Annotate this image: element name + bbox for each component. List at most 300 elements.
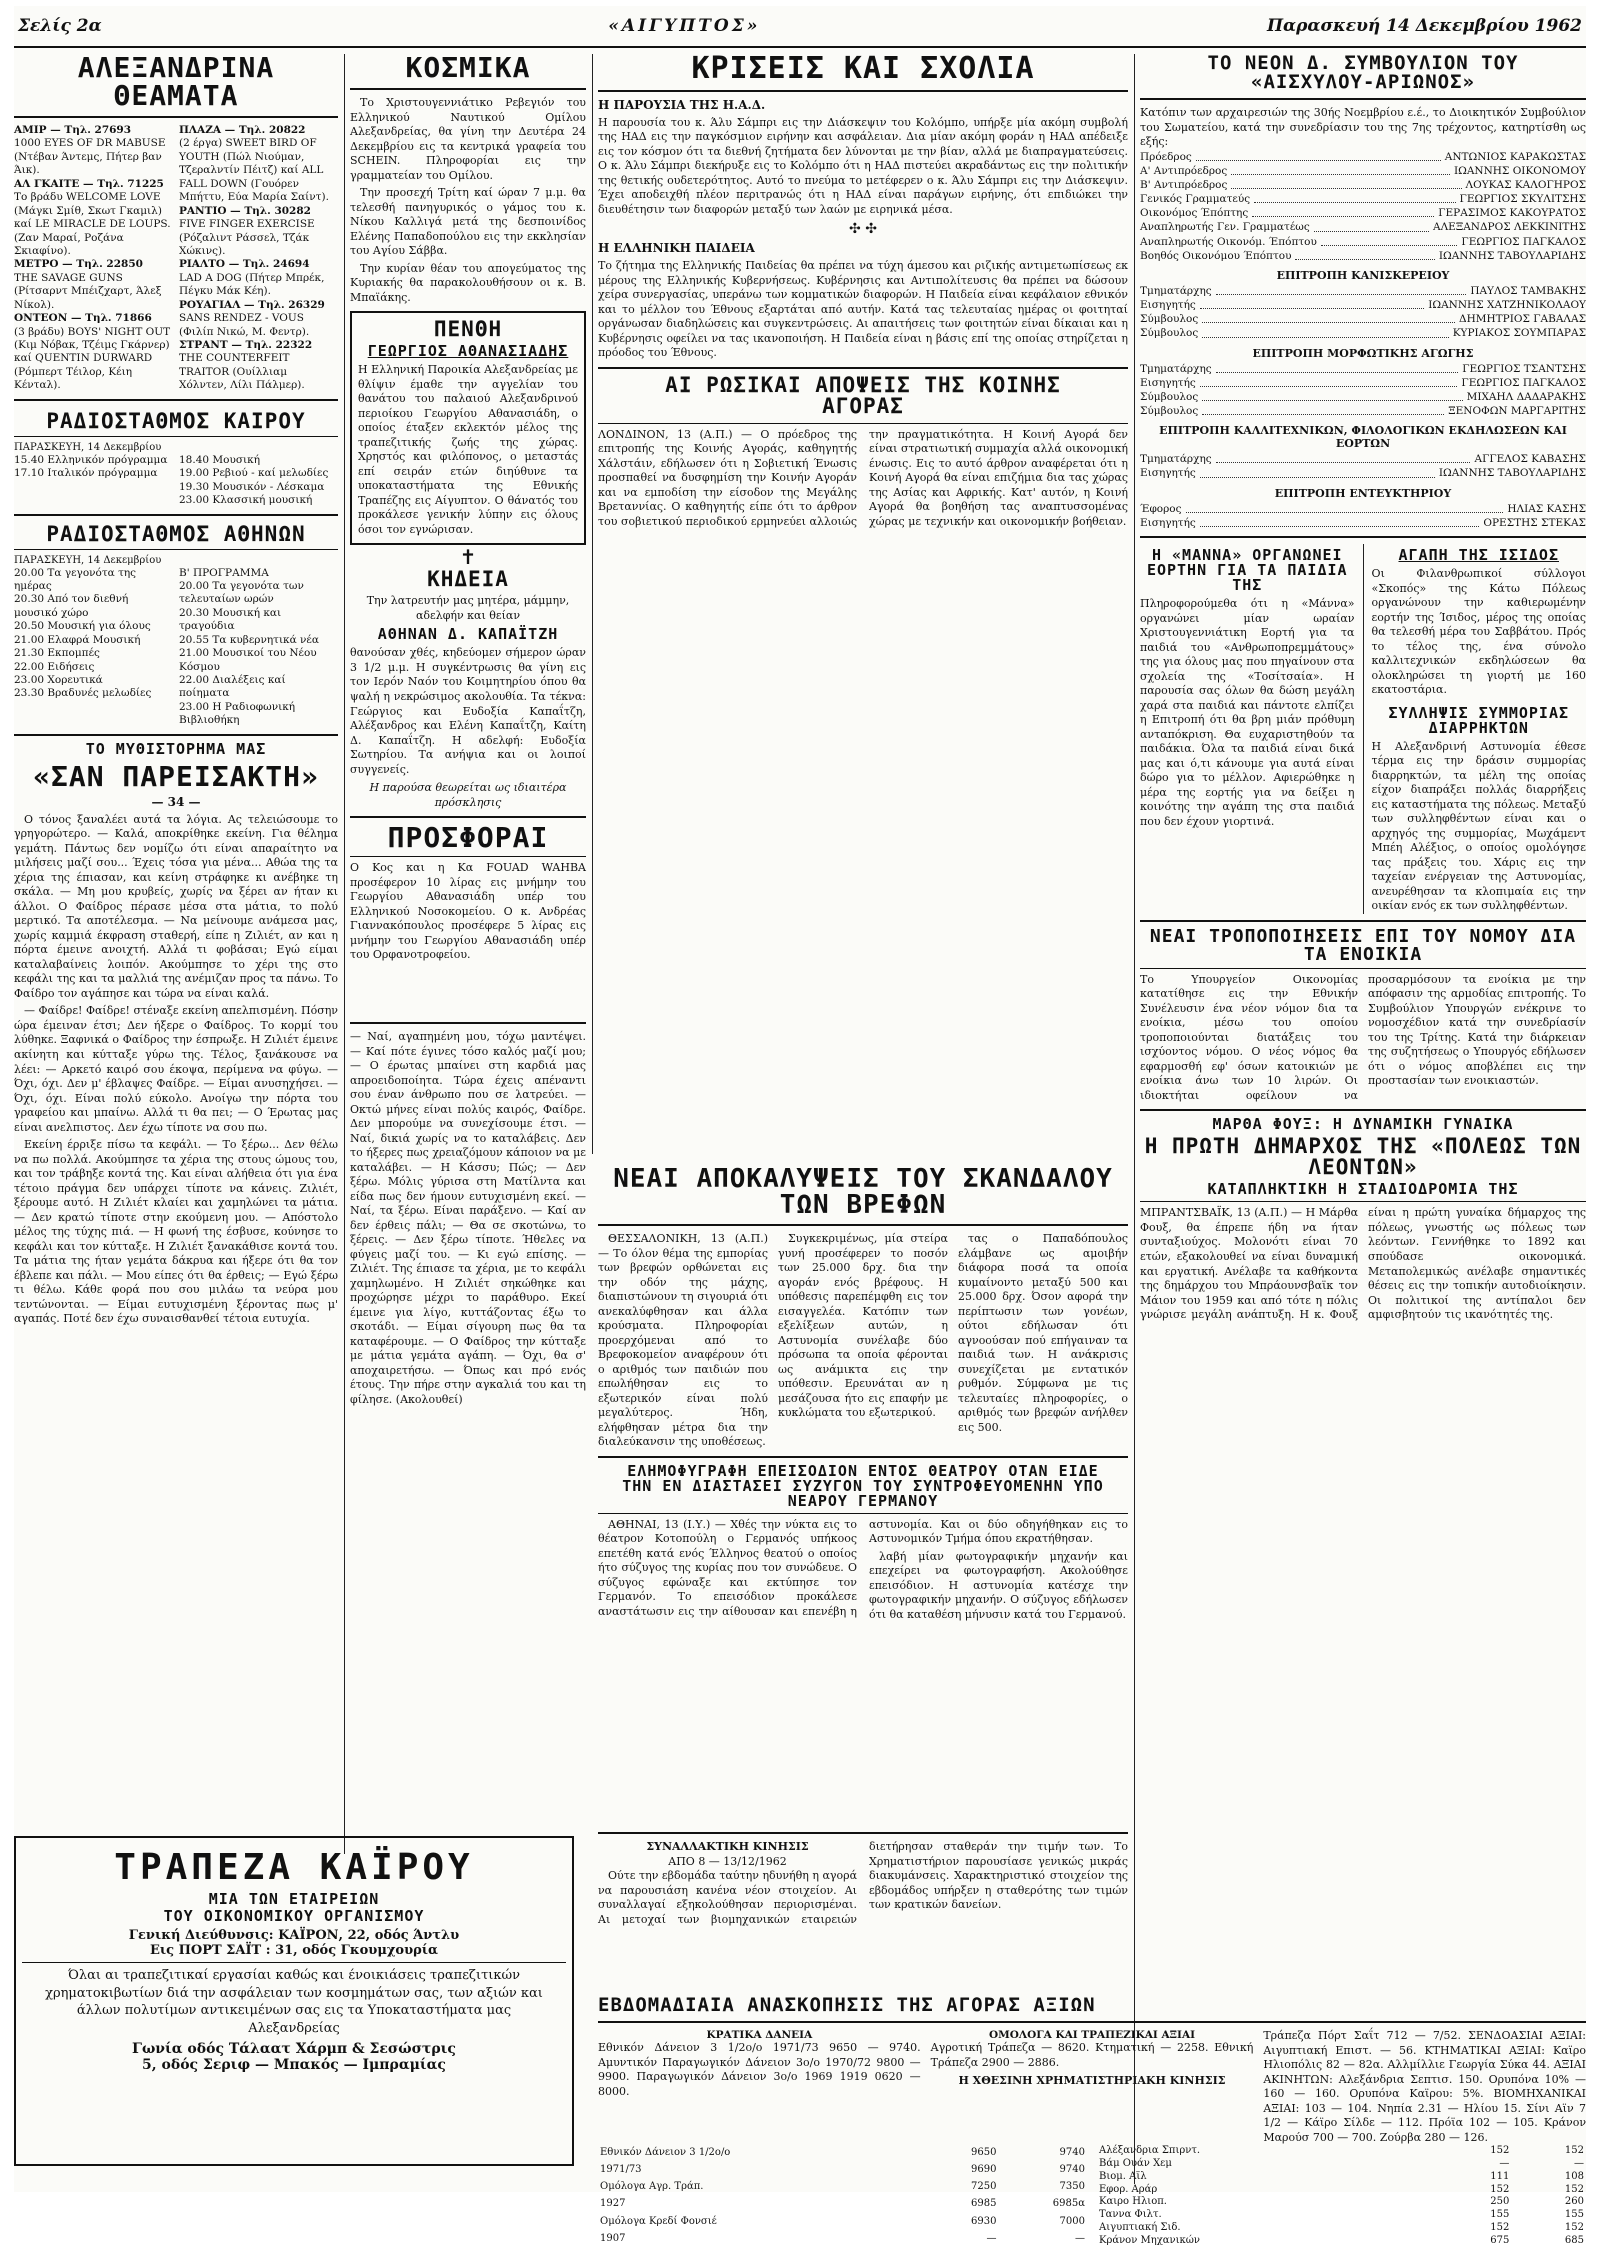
side-stories — [1372, 544, 1587, 914]
divider — [14, 436, 338, 437]
funeral-heading: ΚΗΔΕΙΑ — [427, 567, 509, 592]
cinema-entry: SANS RENDEZ - VOUS (Φιλίπ Νικώ, Μ. Φεντρ). — [179, 312, 310, 338]
rent-law-headline: ΝΕΑΙ ΤΡΟΠΟΠΟΙΗΣΕΙΣ ΕΠΙ ΤΟΥ ΝΟΜΟΥ ΔΙΑ ΤΑ ΕΝΟΙΚΙΑ — [1149, 925, 1577, 965]
arrest-headline: ΣΥΛΛΗΨΙΣ ΣΥΜΜΟΡΙΑΣ ΔΙΑΡΡΗΚΤΩΝ — [1388, 703, 1570, 737]
novel-text — [14, 813, 338, 1327]
right-market — [1263, 2029, 1586, 2145]
roster-role: Α' Αντιπρόεδρος — [1140, 164, 1228, 177]
schedule-item: 18.40 Μουσική — [179, 453, 260, 466]
stock-exchange-section — [598, 1994, 1587, 2246]
offers-heading: ΠΡΟΣΦΟΡΑΙ — [387, 821, 549, 855]
quote-cell: Αιγυπτιακή Σιδ. — [1099, 2221, 1181, 2233]
quote-cell: 152 — [1490, 2183, 1510, 2195]
quote-cell: 7250 — [971, 2181, 997, 2193]
quote-row — [1097, 2209, 1586, 2222]
social-news — [350, 96, 586, 305]
separator-icon: ✣ ✣ — [849, 221, 877, 238]
cinema-entry: ΜΕΤΡΟ — Τηλ. 22850 — [14, 258, 143, 271]
quotes-table-bonds — [598, 2145, 1087, 2247]
schedule-item: 20.00 Τα γεγονότα των τελευταίων ωρών — [179, 579, 304, 606]
quote-cell: Ταννα Φιλτ. — [1099, 2209, 1162, 2221]
quote-cell: Καιρο Ηλιοπ. — [1099, 2196, 1167, 2208]
quote-cell: Εφορ. Αράρ — [1099, 2183, 1158, 2195]
quote-row — [598, 2213, 1087, 2230]
council-members — [1140, 150, 1586, 263]
radio-cairo-date: ΠΑΡΑΣΚΕΥΗ, 14 Δεκεμβρίου — [14, 441, 162, 453]
funeral-note: Η παρούσα θεωρείται ως ιδιαιτέρα πρόσκλησις — [369, 781, 567, 809]
roster-name: ΛΟΥΚΑΣ ΚΑΛΟΓΗΡΟΣ — [1465, 178, 1586, 191]
roster-name: ΗΛΙΑΣ ΚΑΣΗΣ — [1507, 502, 1586, 515]
roster-role: Γενικός Γραμματεύς — [1140, 193, 1251, 206]
roster-row — [1140, 466, 1586, 480]
roster-row — [1140, 404, 1586, 418]
newspaper-name: «ΑΙΓΥΠΤΟΣ» — [608, 16, 761, 36]
bonds-banks-title: ΟΜΟΛΟΓΑ ΚΑΙ ΤΡΑΠΕΖΙΚΑΙ ΑΞΙΑΙ — [989, 2029, 1196, 2041]
roster-name: ΙΩΑΝΝΗΣ ΤΑΒΟΥΛΑΡΙΔΗΣ — [1438, 467, 1586, 480]
market-subheading: ΣΥΝΑΛΛΑΚΤΙΚΗ ΚΙΝΗΣΙΣ — [646, 1840, 809, 1853]
theatre-paragraph: ΑΘΗΝΑΙ, 13 (Ι.Υ.) — Χθές την νύκτα εις το θέατρον Κοτοπούλη ο Γερμανός υπήκοος επετέθη κατά ενός Έλληνος θεατού ο οποίος ήτο σύζυγος της κυρίας που τον συνώδευε. Ο σύζυγος εφώναξε και εκτύπησε τον Γερμανόν. Το επεισόδιον προκάλεσε αναστάτωσιν εις την αίθουσαν και επενέβη η αστυνομία. Και οι δύο οδηγήθηκαν εις το Αστυνομικόν Τμήμα όπου εκρατήθησαν. — [598, 1517, 1128, 1618]
quote-cell: 111 — [1490, 2170, 1510, 2182]
dot-leader — [1202, 390, 1462, 401]
editorial-heading: Η ΕΛΛΗΝΙΚΗ ΠΑΙΔΕΙΑ — [598, 241, 755, 256]
quote-row — [598, 2196, 1087, 2213]
quote-row — [1097, 2184, 1586, 2197]
roster-role: Βοηθός Οικονόμου Έπόπτου — [1140, 249, 1292, 262]
cinema-column-left — [14, 124, 173, 393]
funeral-intro: Την λατρευτήν μας μητέρα, μάμμην, αδελφήν και θείαν — [366, 594, 570, 622]
editorial-heading: Η ΠΑΡΟΥΣΙΑ ΤΗΣ Η.Α.Δ. — [598, 98, 766, 112]
quote-row — [598, 2230, 1087, 2247]
social-paragraph: Την προσεχή Τρίτη καί ώραν 7 μ.μ. θα τελεσθή πανηγυρικός ο γάμος του κ. Νίκου Καλλιγά μετά της δεσποινίδος Ελένης Παπαδοπούλου εις την εκκλησίαν του Αγίου Σάββα. — [350, 186, 586, 258]
cinema-entry: FIVE FINGER EXERCISE (Ρόζαλιντ Ράσσελ, Τζάκ Χώκινς). — [179, 218, 315, 257]
roster-name: ΓΕΩΡΓΙΟΣ ΠΑΓΚΑΛΟΣ — [1461, 235, 1586, 248]
radio-athens-right — [179, 567, 338, 728]
roster-role: Β' Αντιπρόεδρος — [1140, 178, 1228, 191]
roster-role: Πρόεδρος — [1140, 150, 1192, 163]
cinema-entry: (3 βράδυ) BOYS' NIGHT OUT (Κιμ Νόβακ, Τζέιμς Γκάρνερ) καί QUENTIN DURWARD (Ρόμπερτ Τέιλορ, Κέιη Κένταλ). — [14, 325, 171, 392]
dot-leader — [1200, 376, 1458, 387]
quote-row — [598, 2179, 1087, 2196]
quote-cell: Ομόλογα Κρεδί Φονσιέ — [600, 2215, 717, 2227]
radio-cairo-schedule — [14, 454, 338, 508]
quote-cell: 1907 — [600, 2232, 626, 2244]
roster-row — [1140, 284, 1586, 298]
novel-continuation — [350, 1016, 586, 1816]
column-entertainment — [14, 51, 338, 1864]
divider — [350, 856, 586, 857]
quote-cell: 1927 — [600, 2198, 626, 2210]
novel-kicker: ΤΟ ΜΥΘΙΣΤΟΡΗΜΑ ΜΑΣ — [85, 739, 267, 758]
market-tables — [598, 2029, 1586, 2145]
dot-leader — [1196, 150, 1441, 161]
arrest-text: Η Αλεξανδρινή Αστυνομία έθεσε τέρμα εις την δράσιν συμμορίας διαρρηκτών, τα μέλη της οποίας είχον διαπράξει πολλάς διαρρήξεις εις καταστήματα της πόλεως. Μεταξύ των συλληφθέντων είναι και ο αρχηγός της συμμορίας, Μωχάμεντ Μπέη Αλέξιος, ο οποίος ομολόγησε τας πράξεις του. Χάρις εις την ταχείαν ενέργειαν της Αστυνομίας, ανευρέθησαν τα κλοπιμαία εις την οικίαν ενός εκ των συλληφθέντων. — [1371, 739, 1586, 913]
committees — [1140, 269, 1586, 530]
novel-paragraph: Εκείνη έρριξε πίσω τα κεφάλι. — Το ξέρω... Δεν θέλω να πω πολλά. Ακούμπησε τα χέρια της στους ώμους του, και τον τράβηξε κοντά της. Και είναι αλήθεια ότι για ένα τέτοιο πράγμα δεν υπάρχει τίποτε να κάνεις. Ζιλιέτ, ξέρουμε αυτό. Η Ζιλιέτ κλαίει και χαμηλώνει τα μάτια. — Δεν κρατώ τίποτε στην εκούμενη μου. — Απόστολο μέλος της τύχης πιά. — Η φωνή της έσβυσε, κούνησε το κεφάλι και τον κύτταξε. Η Ζιλιέτ ξανακάθισε κοντά του. Τα μάτια της ήταν γεμάτα δάκρυα και ήξερε ότι θα τον έβλεπε και πάλι. — Μου είπες ότι θα έρθεις; — Εγώ ξέρω τι θέλω. Κάθε φορά που σου μιλάω τα νεύρα μου τεντώνονται. — Είμαι ευτυχισμένη ξέροντας πως μ' αγαπάς. Ποτέ δεν έχω συναισθανθεί τέτοια ευτυχία. — [14, 1138, 338, 1326]
schedule-item: 22.00 Διαλέξεις καί ποίηματα — [179, 674, 286, 700]
schedule-item: 20.50 Μουσική για όλους — [14, 620, 151, 633]
roster-name: ΜΙΧΑΗΛ ΔΑΔΑΡΑΚΗΣ — [1466, 390, 1586, 403]
obituary-text: Η Ελληνική Παροικία Αλεξανδρείας με θλίψιν έμαθε την αγγελίαν του θανάτου του παλαιού Αλεξανδρινού περιοίκου Γεωργίου Αθανασιάδη, ο οποίος έταξεν εκλεκτόν μέλος της τραπεζιτικής ζωής της χώρας. Χρηστός και φιλόπονος, ο μεταστάς επί σειράν ετών διηύθυνε τα υποκαταστήματα της Εθνικής Τραπέζης εις Αίγυπτον. Ο θάνατός του προκάλεσε γενικήν λύπην εις όλους όσοι τον εγνώρισαν. — [358, 363, 578, 536]
roster-name: ΓΕΩΡΓΙΟΣ ΣΚΥΛΙΤΣΗΣ — [1459, 193, 1586, 206]
section-title-theatres: ΑΛΕΞΑΝΔΡΙΝΑ ΘΕΑΜΑΤΑ — [77, 51, 275, 112]
quote-row — [1097, 2171, 1586, 2184]
roster-role: Τμηματάρχης — [1140, 453, 1212, 466]
divider — [598, 1513, 1128, 1514]
dot-leader — [1186, 502, 1504, 513]
schedule-item: 21.00 Ελαφρά Μουσική — [14, 633, 141, 646]
yesterday-title: Η ΧΘΕΣΙΝΗ ΧΡΗΜΑΤΙΣΤΗΡΙΑΚΗ ΚΙΝΗΣΙΣ — [958, 2074, 1226, 2088]
cinema-entry: ΡΟΥΑΓΙΑΛ — Τηλ. 26329 — [179, 298, 325, 311]
editorial-text: Το ζήτημα της Ελληνικής Παιδείας θα πρέπει να τύχη άμεσου και ριζικής αντιμετωπίσεως εκ μέρους της Ελληνικής Κυβερνήσεως. Κυβέρνησις και Αντιπολίτευσις θα πρέπει να δώσουν χείρα συνεργασίας, υπεράνω των κομματικών διαφορών. Η Παιδεία είναι κεφάλαιον εθνικόν και το μέλλον του Έθνους εξαρτάται από αυτήν. Κατά τας τελευταίας ημέρας οι φοιτηταί οργάνωσαν διαδηλώσεις και συγκεντρώσεις. Αι απαιτήσεις των φοιτητών είναι δίκαιαι και η Κυβέρνησις οφείλει να τας ικανοποιήση. Η Παιδεία είναι η βάσις επί της οποίας στηρίζεται η πρόοδος του Έθνους. — [598, 259, 1128, 360]
quote-cell: Αλέξανδρια Σπιρντ. — [1099, 2145, 1201, 2157]
schedule-item: 20.30 Μουσική και τραγούδια — [179, 606, 282, 633]
quote-row — [1097, 2158, 1586, 2171]
column-right — [1140, 54, 1586, 2184]
market-paragraph: Ούτε την εβδομάδα ταύτην ηδυνήθη η αγορά να παρουσιάση κανένα νέον στοιχείον. Αι συναλλαγαί εξηκολούθησαν περιορισμέναι. Αι μετοχαί των βιομηχανικών εταιρειών διετήρησαν σταθεράν την τιμήν των. Το Χρηματιστήριον παρουσίασε γενικώς μικράς διακυμάνσεις. Χαρακτηριστικό στοιχείον της εβδομάδος υπήρξεν η σταθερότης των τιμών των κρατικών δανείων. — [598, 1840, 1128, 1926]
radio-cairo-left — [14, 454, 173, 508]
council-intro: Κατόπιν των αρχαιρεσιών της 30ής Νοεμβρίου ε.έ., το Διοικητικόν Συμβούλιον του Σωματείου, κατά την συνεδρίασιν του της 7ης τρέχοντος, κατηρτίσθη ως εξής: — [1140, 106, 1586, 149]
schedule-item: 17.10 Ιταλικόν πρόγραμμα — [14, 467, 158, 480]
schedule-item: 20.55 Τα κυβερνητικά νέα — [179, 633, 319, 646]
divider — [14, 549, 338, 550]
mayor-text: ΜΠΡΑΝΤΣΒΑΪΚ, 13 (Α.Π.) — Η Μάρθα Φουξ, θα έπρεπε ήδη να ήταν συνταξιούχος. Μολονότι είναι 70 ετών, εξακολουθεί να είναι δυναμική και εργατική. Ανέλαβε τα καθήκοντα της δημάρχου του Μπράουνσβαϊκ τον Μάιον του 1959 και από τότε η πόλις γνώρισε μεγάλη ανάπτυξη. Η κ. Φουξ είναι η πρώτη γυναίκα δήμαρχος της πόλεως, γνωστής ως πόλεως των λεόντων. Γεννήθηκε το 1892 και σπούδασε οικονομικά. Μεταπολεμικώς ανέλαβε σημαντικές θέσεις εις την τοπικήν αυτοδιοίκησιν. Οι πολιτικοί της αντίπαλοι δεν αμφισβητούν τις ικανότητές της. — [1140, 1206, 1586, 1322]
divider — [598, 423, 1128, 424]
quote-cell: Εθνικόν Δάνειον 3 1/2ο/ο — [600, 2147, 731, 2159]
divider — [14, 116, 338, 118]
quote-cell: Ομόλογα Αγρ. Τράπ. — [600, 2181, 704, 2193]
divider — [14, 734, 338, 736]
dot-leader — [1200, 298, 1424, 309]
page-number: Σελίς 2α — [18, 16, 102, 36]
market-commentary — [598, 1840, 1128, 1927]
schedule-item: 19.30 Μουσικόν - Λέσκαμα — [179, 480, 325, 493]
bank-head-office: Γενική Διεύθυνσις: ΚΑΪΡΟΝ, 22, οδός Άντλυ — [128, 1928, 460, 1943]
dot-leader — [1216, 362, 1459, 373]
manna-headline: Η «ΜΑΝΝΑ» ΟΡΓΑΝΩΝΕΙ ΕΟΡΤΗΝ ΓΙΑ ΤΑ ΠΑΙΔΙΑ ΤΗΣ — [1146, 545, 1348, 594]
roster-row — [1140, 362, 1586, 376]
quote-cell: 9740 — [1059, 2164, 1085, 2176]
social-paragraph: Την κυρίαν θέαν του απογεύματος της Κυριακής θα παρακολουθήσουν οι κ. Β. Μπαϊάκης. — [350, 261, 586, 304]
schedule-item: 20.30 Από τον διεθνή μουσικό χώρο — [14, 593, 129, 619]
quote-row — [598, 2162, 1087, 2179]
dot-leader — [1200, 516, 1480, 527]
column-rule — [592, 54, 593, 1154]
quote-cell: Κράνον Μηχανικών — [1099, 2234, 1200, 2246]
bonds-banks — [931, 2029, 1254, 2145]
bank-tagline: ΤΟΥ ΟΙΚΟΝΟΜΙΚΟΥ ΟΡΓΑΝΙΣΜΟΥ — [163, 1907, 425, 1925]
cinema-entry: 1000 EYES OF DR MABUSE (Ντέβαν Άντεμς, Πήτερ βαν Άικ). — [14, 137, 166, 177]
novel-paragraph: Ο τόνος ξαναλέει αυτά τα λόγια. Ας τελειώσουμε το γρηγορώτερο. — Καλά, αποκρίθηκε εκείνη. Για θέλημα γεμάτη. Πάντως δεν νομίζω ότι είναι απαραίτητο να μιλήσεις μαζί σου... Έχεις τόσα για μένα... Αθώα της τα χέρια της έπιασαν, και κείνη στράφηκε κι ανέβηκε τη σκάλα. — Μη μου κρυβείς, χωρίς να ξέρει αν ήταν κι άλλοι. Ο Φαίδρος πέρασε μέσα στα μάτια, το πολύ μερτικό. Τα αποτέλεσμα. — Να μείνουμε ανάμεσα μας, χωρίς καμμιά έκφραση σταθερή, είπε η Ζιλιέτ, αν και η πόρτα έμεινε ανοιχτή. Αλλά τι φοβάσαι; Εγώ είμαι καταλαβαίνεις λοιπόν. Ακούμπησε το χέρι της στο κεφάλι της και τα μαλλιά της ανέμιζαν προς τα πάνω. Το Φαίδρο τον αγάπησε και τώρα να είναι καλά. — [14, 812, 338, 1000]
quote-cell: 250 — [1490, 2196, 1510, 2208]
divider — [1140, 536, 1586, 538]
roster-name: ΚΥΡΙΑΚΟΣ ΣΟΥΜΠΑΡΑΣ — [1452, 327, 1586, 340]
roster-role: Αναπληρωτής Γεν. Γραμματέως — [1140, 221, 1310, 234]
roster-row — [1140, 452, 1586, 466]
radio-athens-title: ΡΑΔΙΟΣΤΑΘΜΟΣ ΑΘΗΝΩΝ — [46, 521, 306, 546]
roster-name: ΓΕΡΑΣΙΜΟΣ ΚΑΚΟΥΡΑΤΟΣ — [1438, 207, 1586, 220]
roster-row — [1140, 235, 1586, 249]
cinema-entry: ΡΙΑΛΤΟ — Τηλ. 24694 — [179, 258, 310, 271]
quote-cell: 152 — [1490, 2145, 1510, 2157]
divider — [14, 399, 338, 401]
obituary-name: ΓΕΩΡΓΙΟΣ ΑΘΑΝΑΣΙΑΔΗΣ — [367, 342, 569, 361]
funeral-text: θανούσαν χθές, κηδεύομεν σήμερον ώραν 3 1/2 μ.μ. Η συγκέντρωσις θα γίνη εις τον Ιερόν Ναόν του Κοιμητηρίου όπου θα ψαλή η νεκρώσιμος ακολουθία. Τα τέκνα: Γεώργιος και Ευδοξία Καπαΐτζη, Αλέξανδρος και Ελένη Καπαΐτζη, Καίτη Δ. Καπαΐτζη. Η αδελφή: Ευδοξία Σωτηρίου. Τα ανήψια και οι λοιποί συγγενείς. — [350, 646, 586, 776]
divider — [598, 1224, 1128, 1226]
dot-leader — [1231, 178, 1461, 189]
bonds-banks-text: Αγροτική Τράπεζα — 8620. Κτηματική — 2258. Εθνική Τράπεζα 2900 — 2886. — [930, 2041, 1254, 2069]
quote-cell: — — [1075, 2232, 1085, 2244]
quote-cell: — — [986, 2232, 997, 2244]
column-rule — [344, 54, 345, 1854]
cinema-listings — [14, 124, 338, 393]
column-rule — [1363, 544, 1364, 914]
cinema-entry: ΣΤΡΑΝΤ — Τηλ. 22322 — [179, 339, 313, 351]
issue-date: Παρασκευή 14 Δεκεμβρίου 1962 — [1266, 16, 1582, 36]
quote-cell: — — [1574, 2157, 1584, 2169]
quote-row — [1097, 2196, 1586, 2209]
cinema-column-right — [179, 124, 338, 393]
committee-title: ΕΠΙΤΡΟΠΗ ΕΝΤΕΥΚΤΗΡΙΟΥ — [1274, 486, 1452, 500]
divider — [1140, 920, 1586, 922]
roster-role: Σύμβουλος — [1140, 327, 1199, 340]
scandal-paragraph: τας ο Παπαδόπουλος ελάμβανε ως αμοιβήν διάφορα ποσά τα οποία κυμαίνοντο μεταξύ 500 και 25.000 δρχ. Όσον αφορά την περίπτωσιν των γονέων, ούτοι εδήλωσαν ότι αγνοούσαν πού επήγαιναν τα παιδιά των. Η ανάκρισις συνεχίζεται με εντατικόν ρυθμόν. Σύμφωνα με τις τελευταίες πληροφορίες, ο αριθμός των βρεφών ανήλθεν εις 500. — [958, 1232, 1128, 1434]
radio-athens-left — [14, 567, 173, 728]
cinema-entry: (2 έργα) SWEET BIRD OF YOUTH (Πώλ Νιούμαν, Τζεραλντίν Πέιτζ) καί ALL FALL DOWN (Γουόρεν Μπήττυ, Εύα Μαρία Σαίντ). — [179, 137, 329, 204]
quote-tables — [598, 2145, 1586, 2247]
roster-role: Εισηγητής — [1140, 467, 1196, 480]
scandal-body — [598, 1232, 1128, 1450]
roster-role: Οικονόμος Έπόπτης — [1140, 207, 1249, 220]
cross-icon: ✝ — [459, 545, 477, 570]
roster-row — [1140, 220, 1586, 234]
divider — [1140, 98, 1586, 100]
roster-role: Εισηγητής — [1140, 299, 1196, 312]
dot-leader — [1200, 466, 1435, 477]
dot-leader — [1252, 206, 1434, 217]
bank-advertisement — [14, 1836, 574, 2166]
market-date: ΑΠΟ 8 — 13/12/1962 — [668, 1854, 787, 1868]
quote-row — [598, 2145, 1087, 2162]
roster-role: Τμηματάρχης — [1140, 362, 1212, 375]
russian-views-title: ΑΙ ΡΩΣΙΚΑΙ ΑΠΟΨΕΙΣ ΤΗΣ ΚΟΙΝΗΣ ΑΓΟΡΑΣ — [665, 372, 1061, 418]
bank-services: Όλαι αι τραπεζιτικαί εργασίαι καθώς και ένοικιάσεις τραπεζιτικών χρηματοκιβωτίων διά την ασφάλειαν των κοσμημάτων σας, των αξιών και άλλων πολυτίμων αντικειμένων σας εις τα Υποκαταστήματα μας Αλεξανδρείας — [45, 1968, 543, 2036]
social-paragraph: Το Χριστουγεννιάτικο Ρεβεγιόν του Ελληνικού Ναυτικού Ομίλου Αλεξανδρείας, θα γίνη την Δευτέρα 24 Δεκεμβρίου εις τα κεντρικά γραφεία του SCHEIN. Πληροφορίαι εις την γραμματείαν του Ομίλου. — [350, 96, 586, 182]
roster-row — [1140, 516, 1586, 530]
quote-row — [1097, 2235, 1586, 2248]
dot-leader — [1321, 235, 1458, 246]
dot-leader — [1216, 284, 1467, 295]
roster-row — [1140, 376, 1586, 390]
novel-part-number: — 34 — — [151, 794, 201, 809]
quote-cell: 108 — [1564, 2170, 1584, 2182]
quote-cell: 152 — [1564, 2221, 1584, 2233]
market-title: ΕΒΔΟΜΑΔΙΑΙΑ ΑΝΑΣΚΟΠΗΣΙΣ ΤΗΣ ΑΓΟΡΑΣ ΑΞΙΩΝ — [598, 1994, 1096, 2016]
roster-role: Εισηγητής — [1140, 376, 1196, 389]
scandal-paragraph: ΘΕΣΣΑΛΟΝΙΚΗ, 13 (Α.Π.) — Το όλον θέμα της εμπορίας των βρεφών ορθώνεται εις την οδόν της μάχης, διαπιστώνουν τη σιγουριά ότι ανεκαλύφθησαν και άλλα κρούσματα. Πληροφορίαι προερχόμεναι από το Βρεφοκομείον αναφέρουν ότι ο αριθμός των παιδιών που επωλήθησαν εις το εξωτερικόν είναι πολύ μεγαλύτερος. Ήδη, ελήφθησαν μέτρα δια την διαλεύκανσιν της υποθέσεως. — [598, 1232, 768, 1449]
gov-bonds — [598, 2029, 921, 2145]
novel-title: «ΣΑΝ ΠΑΡΕΙΣΑΚΤΗ» — [33, 759, 319, 793]
roster-row — [1140, 390, 1586, 404]
radio-cairo-title: ΡΑΔΙΟΣΤΑΘΜΟΣ ΚΑΙΡΟΥ — [46, 408, 306, 433]
quote-cell: 155 — [1490, 2209, 1510, 2221]
offers-text: Ο Κος και η Κα FOUAD WAHBA προσέφερον 10 λίρας εις μνήμην του Γεωργίου Αθανασιάδη υπέρ του Ελληνικού Νοσοκομείου. Ο κ. Ανδρέας Γιαννακόπουλος προσέφερε 5 λίρας εις μνήμην του Γεωργίου Αθανασιάδη υπέρ του Ορφανοτροφείου. — [350, 861, 586, 962]
committee-title: ΕΠΙΤΡΟΠΗ ΚΑΝΙΣΚΕΡΕΙΟΥ — [1276, 268, 1450, 282]
roster-row — [1140, 192, 1586, 206]
quote-cell: 9740 — [1059, 2147, 1085, 2159]
column-rule — [1134, 54, 1135, 2184]
roster-name: ΙΩΑΝΝΗΣ ΧΑΤΖΗΝΙΚΟΛΑΟΥ — [1428, 299, 1586, 312]
roster-name: ΓΕΩΡΓΙΟΣ ΤΣΑΝΤΣΗΣ — [1462, 362, 1586, 375]
roster-name: ΙΩΑΝΝΗΣ ΤΑΒΟΥΛΑΡΙΔΗΣ — [1438, 249, 1586, 262]
schedule-item: 20.00 Τα γεγονότα της ημέρας — [14, 566, 137, 592]
newspaper-page — [14, 6, 1587, 2246]
gov-bonds-text: Εθνικόν Δάνειον 3 1/2ο/ο 1971/73 9650 — 9740. Αμυντικόν Παραγωγικόν Δάνειον 3ο/ο 1970/72 9800 — 9900. Παραγωγικόν Δάνειον 3ο/ο 1969 1919 0620 — 8000. — [598, 2041, 921, 2098]
roster-row — [1140, 164, 1586, 178]
agape-text: Οι Φιλανθρωπικοί σύλλογοι «Σκοπός» της Κάτω Πόλεως οργανώνουν την καθιερωμένην εορτήν της Ίσιδος, μέρος της οποίας θα τελεσθή μέρα του Σαββάτου. Πρός το τέλος της, ένα σύνολο καλλιτεχνικών εκδηλώσεων θα ολοκληρώσει τη γιορτή με 160 εκατοστάρια. — [1371, 566, 1586, 697]
quote-cell: 152 — [1564, 2183, 1584, 2195]
quote-cell: 7000 — [1059, 2215, 1085, 2227]
roster-name: ΑΝΤΩΝΙΟΣ ΚΑΡΑΚΩΣΤΑΣ — [1444, 150, 1586, 163]
roster-name: ΑΓΓΕΛΟΣ ΚΑΒΑΣΗΣ — [1474, 453, 1586, 466]
quote-cell: 9690 — [971, 2164, 997, 2176]
cinema-entry: ΡΑΝΤΙΟ — Τηλ. 30282 — [179, 204, 311, 217]
roster-role: Έφορος — [1140, 502, 1182, 515]
section-title-social: ΚΟΣΜΙΚΑ — [405, 51, 531, 84]
cinema-entry: THE SAVAGE GUNS (Ρίτσαρντ Μπέιζχαρτ, Άλεξ Νίκολ). — [14, 271, 162, 311]
right-market-text: Τράπεζα Πόρτ Σαΐτ 712 — 7/52. ΣΕΝΔΟΑΣΙΑΙ ΑΞΙΑΙ: Αιγυπτιακή Επιστ. — 56. ΚΤΗΜΑΤΙΚΑΙ ΑΞΙΑΙ: Καϊρο Ηλιοπόλις 82 — 82α. Αλλμίλλιε Γεωργία Σύκα 44. ΑΞΙΑΙ ΑΚΙΝΗΤΩΝ: Αλεξάνδρια Σεπτισ. 150. Ορυπόνα 10% — 160 — 160. Ορυπόνα Καϊρου: 5%. ΒΙΟΜΗΧΑΝΙΚΑΙ ΑΞΙΑΙ: 103 — 104. Νηπία 2.31 — Ηλίου 15. Σίνι Αϊν 7 1/2 — Κάϊρο Σίλδε — 112. Πρόϊα 102 — 105. Κράνον Μαρούσ 700 — 700. Ζούρβα 280 — 126. — [1263, 2029, 1587, 2144]
schedule-item: 23.00 Κλασσική μουσική — [179, 494, 313, 507]
novel-continuation-text: — Ναί, αγαπημένη μου, τόχω μαντέψει. — Καί πότε έγινες τόσο καλός μαζί μου; — Ο έρωτας μπαίνει στη καρδιά μας απροειδοποίητα. Τώρα έχεις απέναντι σου έναν άνθρωπο που σε λατρεύει. — Οκτώ μήνες είναι πολύς καιρός, Φαίδρε. Δεν μπορούμε να συνεχίσουμε έτσι. — Ναί, δικιά χωρίς να το καταλάβεις. Δεν το ήξερες πως χρειαζόμουν κάποιον να με καταλάβει. — Η Κάσσυ; Πώς; — Δεν ξέρω. Μόλις γύρισα στη Ματίλντα και είδα πως δεν ήμουν ευτυχισμένη εκεί. — Ναί, τα ξέρω. Είναι παράξενο. — Καί αν δεν έρθεις πάλι; — Θα σε σκοτώνω, το ξέρεις. — Δεν ξέρω τίποτε. Ήθελες να φύγεις μαζί του. — Κι εγώ επίσης. — Ζιλιέτ. Της έπιασε τα χέρια, με το κεφάλι χαμηλωμένο. Η Ζιλιέτ σηκώθηκε και προχώρησε μέχρι το παράθυρο. Εκεί έμεινε για λίγο, κυττάζοντας έξω το σκοτάδι. — Είμαι σίγουρη πως θα τα καταφέρουμε. — Ο Φαίδρος την κύτταξε με μάτια γεμάτα αγάπη. — Όχι, θα σ' αποχαιρετήσω. — Όπως και πρό ενός έτους. Την πήρε στην αγκαλιά του και τη φίλησε. (Ακολουθεί) — [350, 1030, 586, 1406]
roster-row — [1140, 249, 1586, 263]
dot-leader — [1314, 220, 1429, 231]
mayor-kicker: ΜΑΡΘΑ ΦΟΥΞ: Η ΔΥΝΑΜΙΚΗ ΓΥΝΑΙΚΑ — [1212, 1115, 1514, 1134]
roster-name: ΟΡΕΣΤΗΣ ΣΤΕΚΑΣ — [1483, 516, 1586, 529]
manna-text: Πληροφορούμεθα ότι η «Μάννα» οργανώνει μίαν ωραίαν Χριστουγεννιάτικη Εορτή για τα παιδιά του «Ανθρωποπρεμμάτους» της για όλους μας που πηγαίνουν στα σχολεία της «Τοσίτσαία». Η παρουσία σας όλων θα δώση μεγάλη χαρά στα παιδιά και πάντοτε ελπίζει η Επιτροπή ότι θα βρη μιάν πρόθυμη ανταπόκριση. Θα ευχαριστηθούν τα παιδάκια. Όλα τα παιδιά είναι δικά μας και ό,τι κάνουμε για αυτά είναι δώρο για το μέλλον. Αφιερώθηκε η μέρα της εορτής για να δείξει η κοινότης την αγάπη της στα παιδιά που δεν έχουν γιορτινά. — [1140, 596, 1355, 828]
roster-role: Σύμβουλος — [1140, 390, 1199, 403]
editorial-text: Η παρουσία του κ. Άλυ Σάμπρι εις την Διάσκεψιν του Κολόμπο, υπήρξε μία ακόμη συμβολή της ΗΑΔ εις την παγκόσμιον ειρήνην και ασφάλειαν. Δια μίαν ακόμη φοράν η ΗΑΔ απέδειξε εις τον κόσμον ότι τα διεθνή ζητήματα δεν λύνονται με την βίαν, αλλά με διαπραγματεύσεις. Ο κ. Άλυ Σάμπρι διεκήρυξε εις το Κολόμπο ότι η ΗΑΔ πιστεύει ακραδάντως εις την πολιτικήν της θετικής ουδετερότητος. Αυτό το πνεύμα το μετέφερεν ο κ. Άλυ Σάμπρι εις την Διάσκεψιν. Έχει αποδειχθή πλέον περιτρανώς ότι η ΗΑΔ είναι παράγων ειρήνης, ότι επιδιώκει την διευθέτησιν των διαφορών μεταξύ των λαών με ειρηνικά μέσα. — [598, 115, 1128, 216]
roster-row — [1140, 150, 1586, 164]
agape-headline: ΑΓΑΠΗ ΤΗΣ ΙΣΙΔΟΣ — [1398, 545, 1559, 564]
roster-role: Σύμβουλος — [1140, 405, 1199, 418]
dot-leader — [1202, 404, 1444, 415]
quote-cell: 1971/73 — [600, 2164, 642, 2176]
quote-cell: — — [1499, 2157, 1510, 2169]
cinema-entry: ΑΜΙΡ — Τηλ. 27693 — [14, 124, 132, 136]
roster-role: Εισηγητής — [1140, 516, 1196, 529]
dot-leader — [1295, 249, 1434, 260]
scandal-paragraph: Συγκεκριμένως, μία στείρα γυνή προσέφερεν το ποσόν των 25.000 δρχ. δια την αγοράν ενός βρέφους. Η υπόθεσις παρεπέμφθη εις τον εισαγγελέα. Κατόπιν των εξελίξεων αυτών, η Αστυνομία συνέλαβε δύο πρόσωπα τα οποία φέρονται ως ανάμικτα εις την υπόθεσιν. Ερευνάται αν η μεσάζουσα ήτο εις επαφήν με κυκλώματα του εξωτερικού. — [778, 1232, 948, 1420]
schedule-item: 23.30 Βραδυνές μελωδίες — [14, 687, 152, 700]
council-title: ΤΟ ΝΕΟΝ Δ. ΣΥΜΒΟΥΛΙΟΝ ΤΟΥ «ΑΙΣΧΥΛΟΥ-ΑΡΙΩΝΟΣ» — [1207, 52, 1519, 93]
quote-cell: 152 — [1564, 2145, 1584, 2157]
quotes-table-stocks — [1097, 2145, 1586, 2247]
right-mid-section — [1140, 544, 1586, 914]
divider — [598, 1832, 1128, 1834]
theatre-incident-headline: ΕΛΗΜΟΦΥΓΡΑΦΗ ΕΠΕΙΣΟΔΙΟΝ ΕΝΤΟΣ ΘΕΑΤΡΟΥ ΟΤΑΝ ΕΙΔΕ ΤΗΝ ΕΝ ΔΙΑΣΤΑΣΕΙ ΣΥΖΥΓΟΝ ΤΟΥ ΣΥΝΤΡΟΦΕΥΟΜΕΝΗΝ ΥΠΟ ΝΕΑΡΟΥ ΓΕΡΜΑΝΟΥ — [622, 1461, 1104, 1510]
russian-views-text: ΛΟΝΔΙΝΟΝ, 13 (Α.Π.) — Ο πρόεδρος της επιτροπής της Κοινής Αγοράς, καθηγητής Χάλστάιν, εδήλωσεν ότι η Σοβιετική Ένωσις προσπαθεί να δυσφημίση την Κοινήν Αγοράν και να εμποδίση την είσοδον της Μεγάλης Βρεταννίας. Ο καθηγητής είπε ότι το άρθρον του σοβιετικού περιοδικού ερμηνεύει αλλοιώς την πραγματικότητα. Η Κοινή Αγορά δεν είναι στρατιωτική συμμαχία αλλά οικονομική ένωσις. Εις το αυτό άρθρον αναφέρεται ότι η Κοινή Αγορά θα είναι επιζήμια δια τας χώρας της Ασίας και Αφρικής. Κατ' αυτόν, η Κοινή Αγορά θα βοηθήση τας αναπτυσσομένας χώρας με τεχνικήν και οικονομικήν βοήθειαν. — [598, 427, 1128, 528]
cinema-entry: Το βράδυ WELCOME LOVE (Μάγκι Σμίθ, Σκωτ Γκαμιλ) καί LE MIRACLE DE LOUPS. (Ζαν Μαραί, Ροζάνα Σκιαφίνο). — [14, 191, 171, 257]
bank-address: 5, οδός Σεριφ — Μπακός — Ιμπραμίας — [142, 2057, 446, 2074]
roster-row — [1140, 326, 1586, 340]
gov-bonds-title: ΚΡΑΤΙΚΑ ΔΑΝΕΙΑ — [706, 2029, 813, 2041]
roster-role: Αναπληρωτής Οικονόμ. Έπόπτου — [1140, 235, 1317, 248]
quote-cell: Βιομ. Αϊλ — [1099, 2170, 1147, 2182]
roster-row — [1140, 298, 1586, 312]
cinema-entry: LAD A DOG (Πήτερ Μπρέκ, Πέγκυ Μάκ Κέη). — [179, 271, 325, 298]
mayor-headline: Η ΠΡΩΤΗ ΔΗΜΑΡΧΟΣ ΤΗΣ «ΠΟΛΕΩΣ ΤΩΝ ΛΕΟΝΤΩΝ» — [1144, 1134, 1582, 1180]
roster-name: ΑΛΕΞΑΝΔΡΟΣ ΛΕΚΚΙΝΙΤΗΣ — [1432, 221, 1586, 234]
novel-paragraph: — Φαίδρε! Φαίδρε! στέναξε εκείνη απελπισμένη. Πόσην ώρα έμειναν έτσι; Δεν ήξερε ο Φαίδρος. Το κορμί του λύθηκε. Ξαφνικά ο Φαίδρος την έσπρωξε. Η Ζιλιέτ έμεινε ακίνητη και κύτταξε γύρω της. Τέλος, ξανάκουσε να λέει: — Αρκετό καιρό σου έκοψα, περίμενα να φύγω. — Όχι, όχι. Δεν μ' έβλαψες Φαίδρε. — Είμαι ανυσηχήσει. — Όχι, όχι. Είναι πολύ εύκολο. Ανοίγω την πόρτα του γραφείου και μπαίνω. Αλλά τι θα πει; — Ο Έρωτας μας είναι ανελπιστος. Δεν έχω τίποτε να σου πω. — [14, 1004, 338, 1134]
divider — [14, 514, 338, 516]
quote-cell: 685 — [1564, 2234, 1584, 2246]
quote-cell: 6985α — [1052, 2198, 1085, 2210]
quote-cell: 7350 — [1059, 2181, 1085, 2193]
schedule-item: 21.00 Μουσικοί του Νέου Κόσμου — [179, 647, 317, 673]
quote-cell: 6930 — [971, 2215, 997, 2227]
divider — [350, 88, 586, 90]
quote-cell: 155 — [1564, 2209, 1584, 2221]
dot-leader — [1202, 312, 1455, 323]
quote-cell: Βάμ Ουάν Χεμ — [1099, 2157, 1172, 2169]
schedule-item: 19.00 Ρεβιού - καί μελωδίες — [179, 467, 329, 480]
schedule-item: 22.00 Ειδήσεις — [14, 660, 95, 673]
rent-law-text: Το Υπουργείον Οικονομίας κατατίθησε εις την Εθνικήν Συνέλευσιν ένα νέον νόμον δια τα ενοίκια, μέσω του οποίου τροποποιούνται διατάξεις του ισχύοντος νόμου. Ο νέος νόμος θα εφαρμοσθή εφ' όσων κατοικιών με ενοίκια άνω των 10 λιρών. Οι ιδιοκτήται οφείλουν να προσαρμόσουν τα ενοίκια με την απόφασιν της αρμοδίας επιτροπής. Το Συμβούλιον Υπουργών ενέκρινε το νομοσχέδιον κατά την συνεδρίασίν του της Τρίτης. Κατά την διάρκειαν της συζητήσεως ο Υπουργός εδήλωσεν ότι ο νόμος αποβλέπει εις την προστασίαν των ενοικιαστών. — [1140, 972, 1586, 1102]
schedule-item: Β' ΠΡΟΓΡΑΜΜΑ — [179, 566, 269, 579]
quote-cell: 260 — [1564, 2196, 1584, 2208]
roster-row — [1140, 178, 1586, 192]
committee-title: ΕΠΙΤΡΟΠΗ ΚΑΛΛΙΤΕΧΝΙΚΩΝ, ΦΙΛΟΛΟΓΙΚΩΝ ΕΚΔΗΛΩΣΕΩΝ ΚΑΙ ΕΟΡΤΩΝ — [1159, 424, 1567, 451]
roster-role: Σύμβουλος — [1140, 313, 1199, 326]
committee-title: ΕΠΙΤΡΟΠΗ ΜΟΡΦΩΤΙΚΗΣ ΑΓΩΓΗΣ — [1252, 346, 1474, 360]
roster-name: ΞΕΝΟΦΩΝ ΜΑΡΓΑΡΙΤΗΣ — [1448, 405, 1586, 418]
column-editorial — [598, 51, 1128, 1054]
roster-row — [1140, 206, 1586, 220]
roster-name: ΠΑΥΛΟΣ ΤΑΜΒΑΚΗΣ — [1470, 284, 1586, 297]
divider — [1140, 968, 1586, 969]
quote-cell: 6985 — [971, 2198, 997, 2210]
cinema-entry: ΠΛΑΖΑ — Τηλ. 20822 — [179, 124, 306, 136]
dot-leader — [1202, 326, 1448, 337]
cinema-entry: ΟΝΤΕΟΝ — Τηλ. 71866 — [14, 312, 152, 325]
cinema-entry: THE COUNTERFEIT TRAITOR (Ουίλλιαμ Χόλντεν, Λίλι Πάλμερ). — [179, 352, 305, 392]
roster-row — [1140, 312, 1586, 326]
roster-role: Τμηματάρχης — [1140, 284, 1212, 297]
quote-cell: 9650 — [971, 2147, 997, 2159]
manna-story — [1140, 544, 1355, 914]
roster-row — [1140, 502, 1586, 516]
radio-cairo-right — [179, 454, 338, 508]
editorial-item-2 — [598, 241, 1128, 360]
schedule-item: 15.40 Ελληνικόν πρόγραμμα — [14, 453, 168, 466]
divider — [22, 1962, 566, 1963]
divider — [350, 1022, 586, 1024]
divider — [598, 367, 1128, 369]
schedule-item: 21.30 Εκπομπές — [14, 647, 100, 660]
quote-row — [1097, 2145, 1586, 2158]
divider — [350, 816, 586, 818]
divider — [598, 2021, 1586, 2023]
roster-name: ΔΗΜΗΤΡΙΟΣ ΓΑΒΑΛΑΣ — [1459, 313, 1586, 326]
schedule-item: 23.00 Η Ραδιοφωνική Βιβλιοθήκη — [179, 700, 296, 727]
scandal-headline: ΝΕΑΙ ΑΠΟΚΑΛΥΨΕΙΣ ΤΟΥ ΣΚΑΝΔΑΛΟΥ ΤΩΝ ΒΡΕΦΩΝ — [613, 1164, 1113, 1220]
column-social — [350, 51, 586, 1164]
divider — [598, 1456, 1128, 1458]
radio-athens-schedule — [14, 567, 338, 728]
bank-tagline: ΜΙΑ ΤΩΝ ΕΤΑΙΡΕΙΩΝ — [208, 1890, 380, 1908]
mayor-subheadline: ΚΑΤΑΠΛΗΚΤΙΚΗ Η ΣΤΑΔΙΟΔΡΟΜΙΑ ΤΗΣ — [1207, 1180, 1519, 1199]
dot-leader — [1216, 452, 1471, 463]
roster-name: ΓΕΩΡΓΙΟΣ ΠΑΓΚΑΛΟΣ — [1461, 376, 1586, 389]
